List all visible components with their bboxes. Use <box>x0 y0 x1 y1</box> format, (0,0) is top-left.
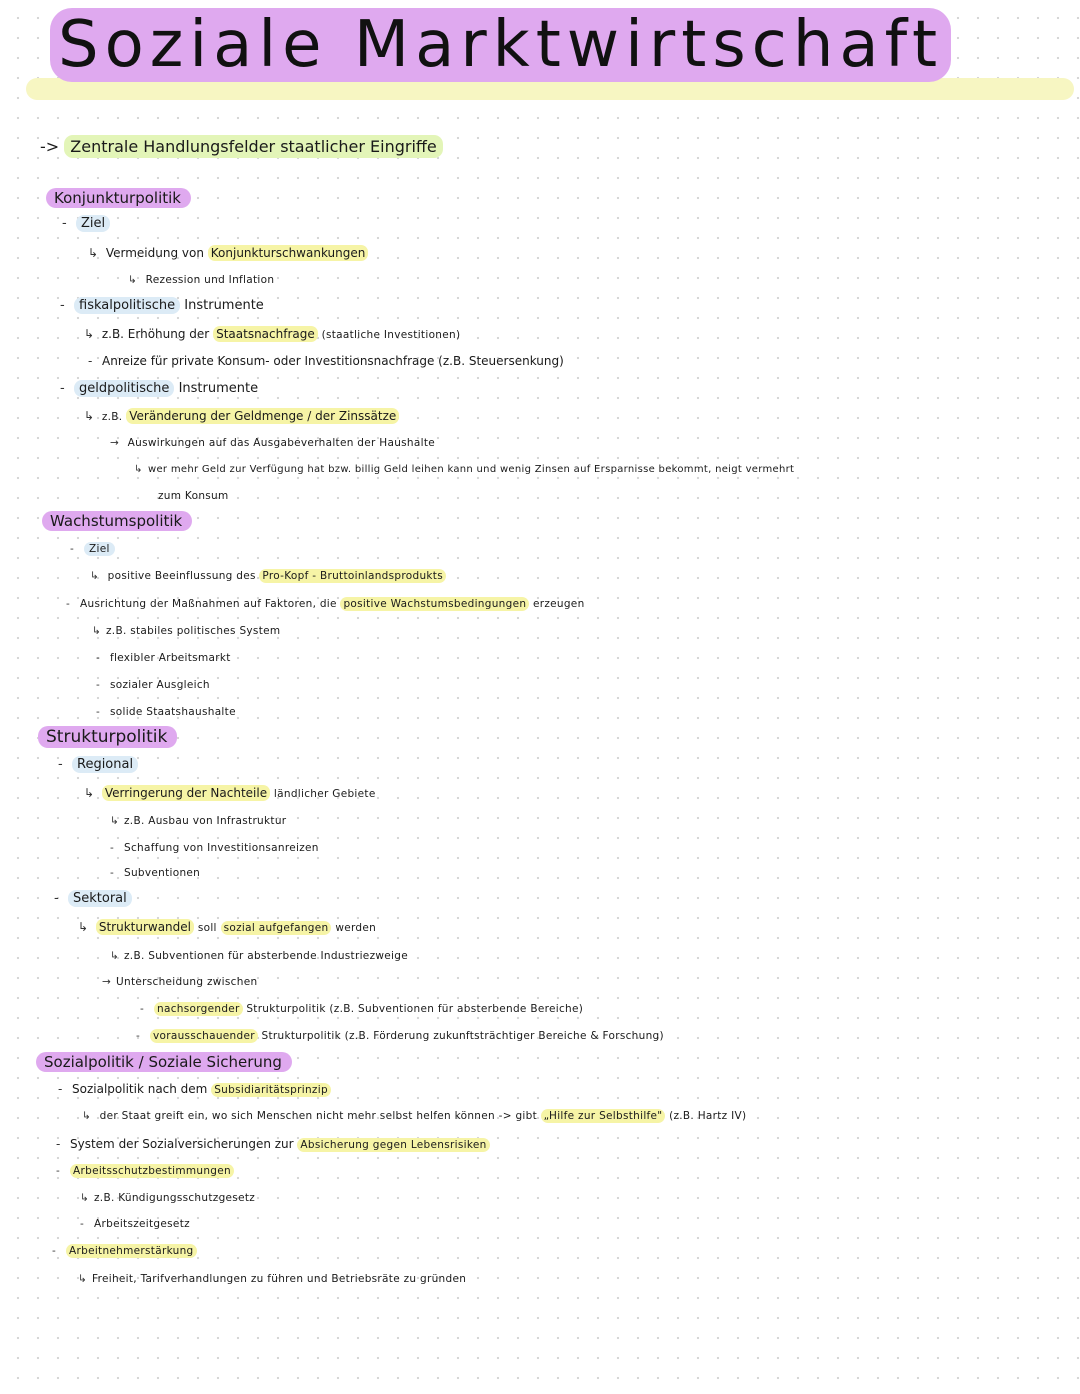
intro-text: Zentrale Handlungsfelder staatlicher Eingriffe <box>64 135 442 158</box>
section-sozial <box>36 1053 292 1072</box>
dash-icon: - <box>88 354 93 368</box>
section-struktur <box>38 728 177 747</box>
struktur-sektoral-5: - vorausschauender Strukturpolitik (z.B. Förderung zukunftsträchtiger Bereiche & Forschung) <box>136 1027 664 1045</box>
sozial-item-3: - System der Sozialversicherungen zur Absicherung gegen Lebensrisiken <box>56 1135 490 1154</box>
return-arrow-icon: ↳ <box>82 1110 92 1122</box>
struktur-sektoral-3: → Unterscheidung zwischen <box>102 973 257 991</box>
wachstum-item-2: - flexibler Arbeitsmarkt <box>96 649 231 667</box>
return-arrow-icon: ↳ <box>84 409 95 423</box>
return-arrow-icon: ↳ <box>78 920 89 934</box>
sozial-item-7: - Arbeitnehmerstärkung <box>52 1242 197 1260</box>
wachstum-item-3: - sozialer Ausgleich <box>96 676 210 694</box>
return-arrow-icon: ↳ <box>84 327 95 341</box>
dash-icon: - <box>58 757 63 772</box>
struktur-regional-3: - Schaffung von Investitionsanreizen <box>110 839 319 857</box>
wachstum-item-1: ↳ z.B. stabiles politisches System <box>92 622 280 640</box>
sozial-item-5: ↳ z.B. Kündigungsschutzgesetz <box>80 1189 255 1207</box>
dash-icon: - <box>70 543 75 555</box>
wachstum-ziel-text: ↳ positive Beeinflussung des Pro-Kopf - Bruttoinlandsprodukts <box>90 567 446 585</box>
arrow-icon: → <box>110 437 120 449</box>
dash-icon: - <box>110 842 115 854</box>
konjunktur-ziel: - Ziel <box>62 215 110 233</box>
struktur-regional-1: ↳ Verringerung der Nachteile ländlicher Gebiete <box>84 786 376 800</box>
struktur-sektoral-2: ↳ z.B. Subventionen für absterbende Industriezweige <box>110 947 408 965</box>
sozial-item-8: ↳ Freiheit, Tarifverhandlungen zu führen und Betriebsräte zu gründen <box>78 1270 466 1288</box>
konjunktur-fiskal-2: - Anreize für private Konsum- oder Investitionsnachfrage (z.B. Steuersenkung) <box>88 354 564 368</box>
struktur-sektoral-4: - nachsorgender Strukturpolitik (z.B. Subventionen für absterbende Bereiche) <box>140 1000 583 1018</box>
dash-icon: - <box>140 1003 145 1015</box>
intro-line <box>40 136 443 158</box>
arrow-icon: -> <box>40 137 60 156</box>
section-wachstum <box>42 512 192 531</box>
dash-icon: - <box>110 867 115 879</box>
sozial-item-1: - Sozialpolitik nach dem Subsidiaritätsprinzip <box>58 1080 331 1099</box>
sozial-item-6: - Arbeitszeitgesetz <box>80 1215 190 1233</box>
return-arrow-icon: ↳ <box>78 1273 88 1285</box>
konjunktur-ziel-detail: ↳ Rezession und Inflation <box>128 271 274 289</box>
dash-icon: - <box>60 298 65 313</box>
wachstum-ausrichtung: - Ausrichtung der Maßnahmen auf Faktoren, die positive Wachstumsbedingungen erzeugen <box>66 595 585 613</box>
dash-icon: - <box>96 652 101 664</box>
sozial-heading: Sozialpolitik / Soziale Sicherung <box>36 1052 292 1072</box>
wachstum-item-4: - solide Staatshaushalte <box>96 703 236 721</box>
konjunktur-heading: Konjunkturpolitik <box>46 188 191 208</box>
struktur-sektoral-1: ↳ Strukturwandel soll sozial aufgefangen werden <box>78 920 377 934</box>
return-arrow-icon: ↳ <box>128 274 138 286</box>
dash-icon: - <box>60 381 65 396</box>
return-arrow-icon: ↳ <box>84 786 95 800</box>
wachstum-ziel: - Ziel <box>70 540 115 558</box>
sozial-item-4: - Arbeitsschutzbestimmungen <box>56 1162 234 1180</box>
return-arrow-icon: ↳ <box>134 464 143 475</box>
dash-icon: - <box>62 216 67 231</box>
dash-icon: - <box>54 891 59 906</box>
struktur-regional: - Regional <box>58 756 138 774</box>
return-arrow-icon: ↳ <box>92 625 102 637</box>
page-title: Soziale Marktwirtschaft <box>50 0 1050 90</box>
return-arrow-icon: ↳ <box>88 246 99 260</box>
struktur-regional-4: - Subventionen <box>110 864 200 882</box>
konjunktur-ziel-text: ↳ Vermeidung von Konjunkturschwankungen <box>88 244 368 262</box>
konjunktur-geld-2: → Auswirkungen auf das Ausgabeverhalten der Haushalte <box>110 434 435 452</box>
dash-icon: - <box>80 1218 85 1230</box>
dash-icon: - <box>96 679 101 691</box>
konjunktur-fiskal: - fiskalpolitische Instrumente <box>60 298 264 313</box>
wachstum-heading: Wachstumspolitik <box>42 511 192 531</box>
dash-icon: - <box>58 1082 63 1096</box>
konjunktur-geld-3: ↳ wer mehr Geld zur Verfügung hat bzw. billig Geld leihen kann und wenig Zinsen auf Ersparnisse bekommt, neigt vermehrt <box>134 461 794 479</box>
dash-icon: - <box>66 598 71 610</box>
konjunktur-geld: - geldpolitische Instrumente <box>60 381 259 396</box>
return-arrow-icon: ↳ <box>90 570 100 582</box>
dash-icon: - <box>56 1165 61 1177</box>
struktur-sektoral: - Sektoral <box>54 890 132 908</box>
konjunktur-geld-1: ↳ z.B. Veränderung der Geldmenge / der Zinssätze <box>84 407 399 426</box>
dash-icon: - <box>136 1030 141 1042</box>
dash-icon: - <box>52 1245 57 1257</box>
dash-icon: - <box>56 1137 61 1151</box>
return-arrow-icon: ↳ <box>110 815 120 827</box>
return-arrow-icon: ↳ <box>110 950 120 962</box>
konjunktur-geld-4: zum Konsum <box>158 490 229 502</box>
sozial-item-2: ↳ der Staat greift ein, wo sich Menschen nicht mehr selbst helfen können -> gibt „Hilfe zur Selbsthilfe" (z.B. Hartz IV) <box>82 1107 746 1125</box>
struktur-regional-2: ↳ z.B. Ausbau von Infrastruktur <box>110 812 286 830</box>
struktur-heading: Strukturpolitik <box>38 726 177 748</box>
arrow-icon: → <box>102 976 112 988</box>
return-arrow-icon: ↳ <box>80 1192 90 1204</box>
section-konjunktur <box>46 189 191 208</box>
konjunktur-fiskal-1: ↳ z.B. Erhöhung der Staatsnachfrage (staatliche Investitionen) <box>84 327 461 341</box>
dash-icon: - <box>96 706 101 718</box>
